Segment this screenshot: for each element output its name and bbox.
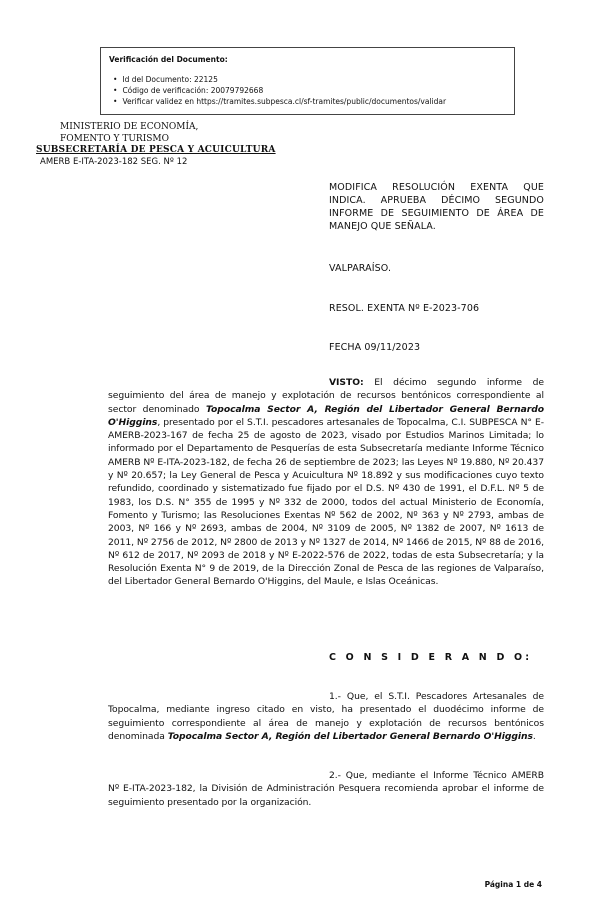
verification-document-id: • Id del Documento: 22125 [113, 74, 506, 85]
ministry-header [36, 122, 286, 168]
visto-text-2: , presentado por el S.T.I. pescadores artesanales de Topocalma, C.I. SUBPESCA N° E-AMERB-2023-167 de fecha 25 de agosto de 2023, visado por Estudios Marinos Limitada; lo informado por el Departamento de Pesquerías de esta Subsecretaría mediante Informe Técnico AMERB Nº E-ITA-2023-182, de fecha 26 de septiembre de 2023; las Leyes Nº 19.880, Nº 20.437 y Nº 20.657; la Ley General de Pesca y Acuicultura Nº 18.892 y sus modificaciones cuyo texto refundido, coordinado y sistematizado fue fijado por el D.S. Nº 430 de 1991, el D.F.L. Nº 5 de 1983, los D.S. N° 355 de 1995 y Nº 332 de 2000, todos del actual Ministerio de Economía, Fomento y Turismo; las Resoluciones Exentas Nº 562 de 2002, Nº 363 y Nº 2793, ambas de 2003, Nº 166 y Nº 2693, ambas de 2004, Nº 3109 de 2005, Nº 1382 de 2007, Nº 1613 de 2011, Nº 2756 de 2012, Nº 2800 de 2013 y Nº 1327 de 2014, Nº 1466 de 2015, Nº 88 de 2016, Nº 612 de 2017, Nº 2093 de 2018 y Nº E-2022-576 de 2022, todas de esta Subsecretaría; y la Resolución Exenta N° 9 de 2019, de la Dirección Zonal de Pesca de las regiones de Valparaíso, del Libertador General Bernardo O'Higgins, del Maule, e Islas Oceánicas. [108, 416, 544, 588]
verification-url[interactable]: • Verificar validez en https://tramites.subpesca.cl/sf-tramites/public/documentos/validar [113, 96, 506, 107]
considerando-1-sector: Topocalma Sector A, Región del Libertador General Bernardo O'Higgins [167, 730, 533, 742]
considerando-1-text-1: Que, el S.T.I. Pescadores Artesanales de Topocalma, mediante ingreso citado en visto, ha presentado el duodécimo informe de seguimiento correspondiente al área de manejo y explotación de recursos bentónicos denominada [108, 691, 544, 742]
resolution-place: VALPARAÍSO. [329, 263, 392, 274]
ministry-line-2: FOMENTO Y TURISMO [60, 133, 170, 144]
considerando-1-number: 1.- [329, 691, 341, 702]
resolution-subject: MODIFICA RESOLUCIÓN EXENTA QUE INDICA. APRUEBA DÉCIMO SEGUNDO INFORME DE SEGUIMIENTO DE ÁREA DE MANEJO QUE SEÑALA. [329, 182, 544, 232]
considerando-2 [108, 769, 544, 809]
resolution-number: RESOL. EXENTA Nº E-2023-706 [329, 303, 480, 314]
considerando-2-text: Que, mediante el Informe Técnico AMERB Nº E-ITA-2023-182, la División de Administración Pesquera recomienda aprobar el informe de seguimiento presentado por la organización. [108, 770, 544, 808]
verification-box [100, 47, 515, 115]
visto-text-1: El décimo segundo informe de seguimiento del área de manejo y explotación de recursos bentónicos correspondiente al sector denominado [108, 377, 544, 415]
visto-sector: Topocalma Sector A, Región del Libertador General Bernardo O'Higgins [108, 403, 544, 428]
resolution-date: FECHA 09/11/2023 [329, 342, 421, 353]
ministry-line-1: MINISTERIO DE ECONOMÍA, [60, 122, 199, 132]
subsecretaria-name: SUBSECRETARÍA DE PESCA Y ACUICULTURA [36, 145, 276, 155]
considerando-heading: C O N S I D E R A N D O: [329, 652, 533, 663]
verification-code: • Código de verificación: 20079792668 [113, 85, 506, 96]
verification-list [109, 74, 506, 107]
considerando-1 [108, 690, 544, 743]
page-number: Página 1 de 4 [484, 880, 542, 889]
considerando-2-number: 2.- [329, 770, 341, 781]
verification-title: Verificación del Documento: [109, 55, 228, 64]
visto-label: VISTO: [329, 377, 364, 388]
visto-paragraph [108, 376, 544, 589]
considerando-1-text-2: . [532, 730, 536, 742]
document-reference: AMERB E-ITA-2023-182 SEG. Nº 12 [40, 156, 188, 167]
